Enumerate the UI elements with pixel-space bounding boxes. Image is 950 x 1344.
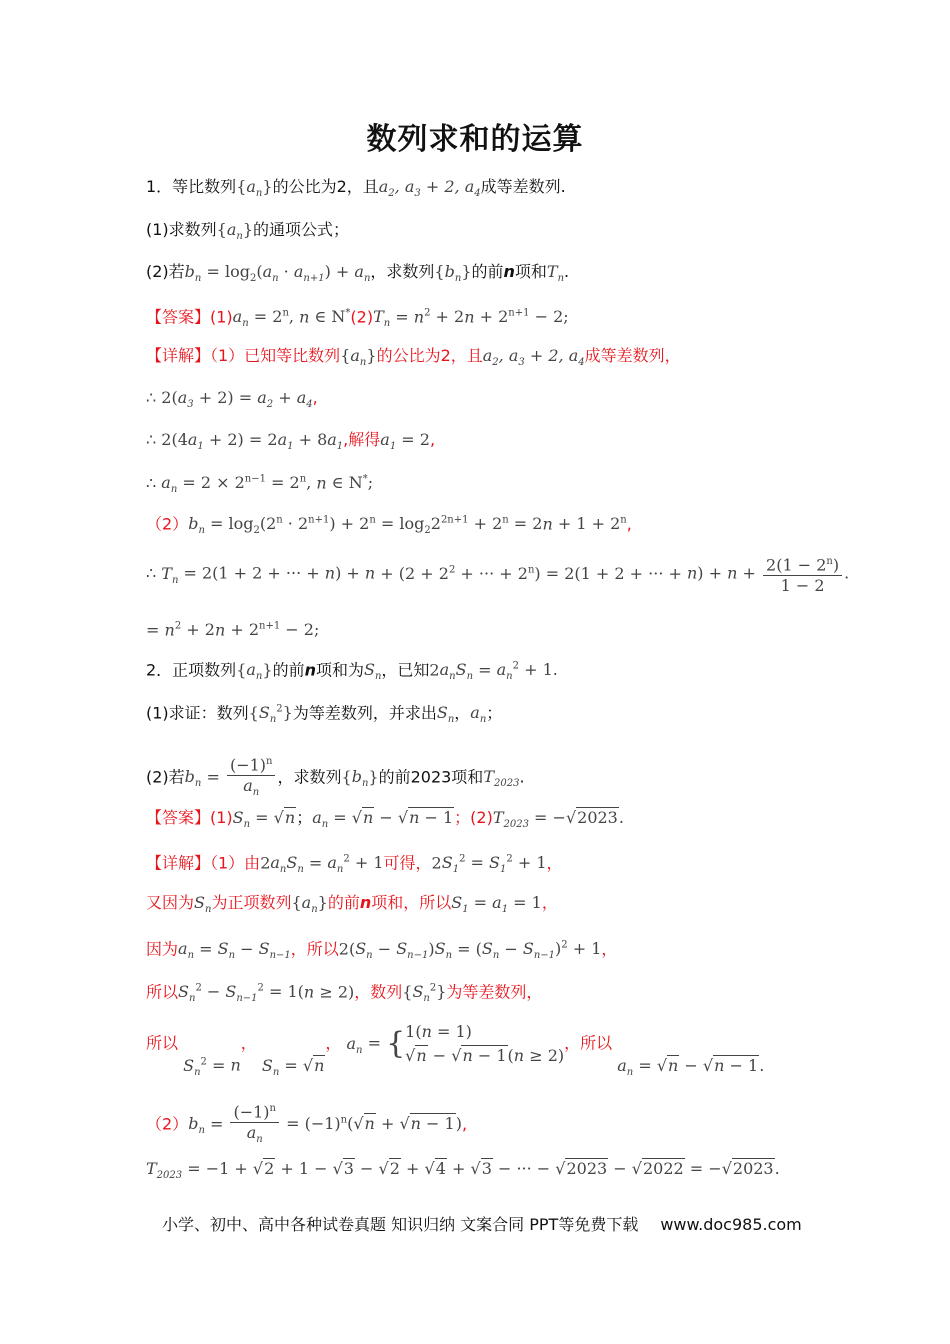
q2-part1: (1)求证：数列$\{S_n^2\}$为等差数列，并求出$S_n$，$a_n$；: [146, 703, 503, 726]
q2-step5: $(2)b_n$ = $\frac{(-1)^n}{a_n}$ = $(-1)^n(√n + √n - 1)$,: [146, 1099, 467, 1151]
q1-detail: 【详解】（1）已知等比数列$\{a_n\}$的公比为2，且$a_2$, $a_3 + 2$, $a_4$成等差数列，: [146, 346, 681, 369]
q2-step3: 所以$S_n^2 - S_{n-1}^2 = 1(n \ge 2)$，数列$\{S_n^2\}$为等差数列，: [146, 982, 543, 1005]
q1-stem: 1．等比数列$\{a_n\}$的公比为2，且$a_2$, $a_3 + 2$, $a_4$成等差数列.: [146, 177, 566, 200]
footer-text: 小学、初中、高中各种试卷真题 知识归纳 文案合同 PPT等免费下载: [162, 1215, 639, 1234]
q2-step4: 所以 $S_n^2 = n$， $S_n = √n$， $a_n$ = { 1(n = 1) √n − √n − 1(n ≥ 2) ，所以 $a_n = √n - √n - 1$.: [146, 1022, 765, 1078]
q1-part2: (2)若$b_n = \log_2(a_n \cdot a_{n+1}) + a_n$，求数列$\{b_n\}$的前n项和$T_n$.: [146, 262, 570, 285]
q1-step6: = $n^2 + 2n + 2^{n+1} - 2$;: [146, 620, 320, 640]
page-title: 数列求和的运算: [366, 122, 584, 157]
q1-step3: ∴ $a_n = 2 \times 2^{n-1} = 2^n$, n ∈ N*;: [146, 473, 374, 496]
q1-answer: 【答案】$(1)a_n = 2^n$, n ∈ $N^*(2)T_n = n^2 + 2n + 2^{n+1} - 2$;: [146, 307, 569, 330]
q2-answer: 【答案】$(1)S_n = √n$；$a_n = √n - √n - 1$；$(2)T_{2023} = -√2023$.: [146, 808, 624, 831]
q2-detail: 【详解】（1）由$2a_nS_n = a_n^2 + 1$可得，$2S_1^2 = S_1^2 + 1$，: [146, 853, 563, 876]
q1-step4: $(2)b_n = \log_2(2^n \cdot 2^{n+1}) + 2^n = \log_22^{2n+1} + 2^n = 2n + 1 + 2^n$,: [146, 514, 632, 537]
q1-step5: ∴ $T_n = 2(1 + 2$ + ··· + $n) + n + (2 + 2^2$ + ··· + $2^n) = 2(1 + 2$ + ··· + n) + n + $\frac{2(1 - 2^n)}{1 - 2}$ .: [146, 552, 849, 596]
q1-step2: ∴ $2(4a_1 + 2) = 2a_1 + 8a_1$,解得$a_1 = 2$,: [146, 430, 436, 453]
q2-part2: (2)若$b_n$ = $\frac{(-1)^n}{a_n}$ ，求数列$\{b_n\}$的前2023项和$T_{2023}$.: [146, 752, 525, 804]
footer: [162, 1212, 802, 1235]
q2-step2: 因为$a_n = S_n - S_{n-1}$，所以$2(S_n - S_{n-1})S_n = (S_n - S_{n-1})^2 + 1$，: [146, 939, 618, 962]
q1-part1: (1)求数列$\{a_n\}$的通项公式；: [146, 220, 350, 243]
q2-step1: 又因为$S_n$为正项数列$\{a_n\}$的前n项和，所以$S_1 = a_1 = 1$，: [146, 893, 558, 916]
q2-step6: $T_{2023} = -1 + √2 + 1 - √3 - √2 + √4 + √3$ − ··· − √2023 − √2022 = −√2023.: [146, 1159, 780, 1182]
footer-url[interactable]: www.doc985.com: [660, 1215, 802, 1234]
q1-step1: ∴ $2(a_3 + 2) = a_2 + a_4$,: [146, 388, 318, 411]
q2-stem: 2．正项数列$\{a_n\}$的前n项和为$S_n$，已知$2a_nS_n = a_n^2 + 1$.: [146, 660, 558, 683]
